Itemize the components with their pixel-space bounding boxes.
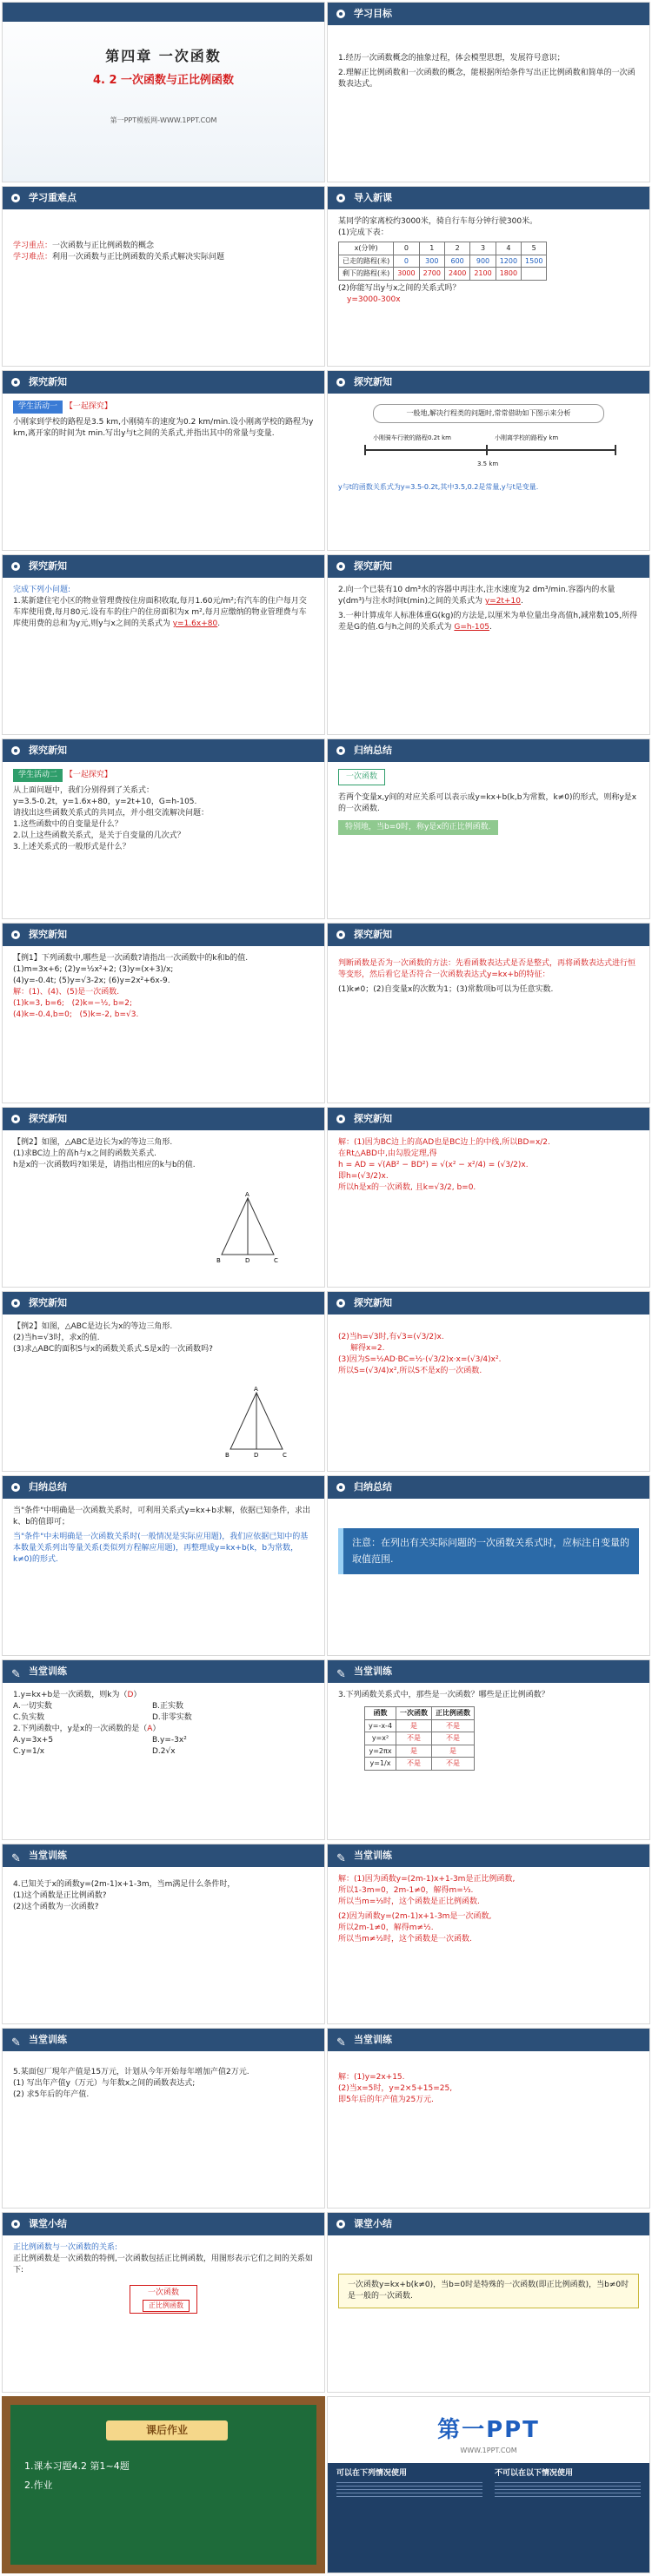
example-answer: (1)k=3, b=6; (2)k=−½, b=2; <box>13 999 133 1009</box>
practice-options: C.y=1/x D.2√x <box>13 1747 176 1757</box>
slide-practice-3 <box>2 1844 325 2024</box>
slide-recap-2 <box>327 2212 650 2393</box>
slide-example-2 <box>2 1107 325 1288</box>
exercise-2: 2.向一个已装有10 dm³水的容器中再注水,注水速度为2 dm³/min.容器内的水量y(dm³)与注水时间t(min)之间的关系式为 y=2t+10. <box>338 586 615 606</box>
example-items: (1)m=3x+6; (2)y=½x²+2; (3)y=(x+3)/x; <box>13 965 174 975</box>
slide-homework <box>2 2396 325 2573</box>
distance-diagram: 小刚骑车行驶的路程0.2t km 小刚离学校的路程y km 3.5 km <box>338 430 639 482</box>
svg-text:D: D <box>245 1257 250 1264</box>
recap-title: 正比例函数与一次函数的关系: <box>13 2243 118 2252</box>
example-answer: 解：(1)、(4)、(5)是一次函数. <box>13 988 120 997</box>
slide-practice-5 <box>2 2028 325 2208</box>
slide-header: 探究新知 <box>3 1292 324 1314</box>
goal-2: 2.理解正比例函数和一次函数的概念，能根据所给条件写出正比例函数和简单的一次函数表达式。 <box>338 69 635 89</box>
slide-header: 探究新知 <box>3 924 324 946</box>
example-question: 【例2】如图，△ABC是边长为x的等边三角形. <box>13 1138 173 1147</box>
slide-header: ✎ 当堂训练 <box>3 2029 324 2051</box>
svg-text:C: C <box>283 1452 287 1459</box>
example-items: (4)y=-0.4t; (5)y=√3-2x; (6)y=2x²+6x-9. <box>13 977 170 986</box>
svg-text:A: A <box>245 1191 249 1198</box>
solution-line: (2)因为函数y=(2m-1)x+1-3m是一次函数, <box>338 1912 492 1922</box>
slide-practice-1 <box>2 1659 325 1840</box>
activity-subtag: 【一起探究】 <box>64 402 112 411</box>
slide-header: ✎ 当堂训练 <box>328 1844 649 1867</box>
method-text: 判断函数是否为一次函数的方法：先看函数表达式是否是整式，再将函数表达式进行恒等变形，然后看它是否符合一次函数表达式y=kx+b的特征： <box>338 959 636 980</box>
definition-text: 若两个变量x,y间的对应关系可以表示成y=kx+b(k,b为常数，k≠0)的形式，则称y是x的一次函数. <box>338 793 637 814</box>
text-line: 请找出这些函数关系式的共同点，并小组交流解决问题： <box>13 809 210 818</box>
slide-keypoints <box>2 186 325 367</box>
example-part: h是x的一次函数吗?如果是，请指出相应的k与b的值. <box>13 1161 196 1170</box>
solution-line: 解：(1)因为BC边上的高AD也是BC边上的中线,所以BD=x/2. <box>338 1138 550 1147</box>
example-part: (1)求BC边上的高h与x之间的函数关系式. <box>13 1149 156 1159</box>
svg-text:B: B <box>216 1257 221 1264</box>
slide-header: 探究新知 <box>3 739 324 762</box>
question: 3.上述关系式的一般形式是什么？ <box>13 843 130 852</box>
slide-header: 探究新知 <box>328 1292 649 1314</box>
note-box: 注意：在列出有关实际问题的一次函数关系式时，应标注自变量的取值范围. <box>338 1528 639 1574</box>
slide-practice-2 <box>327 1659 650 1840</box>
slide-summary-1 <box>327 738 650 919</box>
slide-goals <box>327 2 650 182</box>
example-answer: (4)k=-0.4,b=0; (5)k=-2, b=√3. <box>13 1010 139 1020</box>
question: 2.以上这些函数关系式，是关于自变量的几次式？ <box>13 831 185 841</box>
intro-answer: y=3000-300x <box>347 295 401 304</box>
difficult-point: 学习难点：利用一次函数与正比例函数的关系式解决实际问题 <box>13 253 225 262</box>
slide-title <box>2 2 325 182</box>
slide-header: ✎ 当堂训练 <box>3 1844 324 1867</box>
slide-header: 探究新知 <box>328 555 649 578</box>
recap-text: 正比例函数是一次函数的特例,一次函数包括正比例函数，用图形表示它们之间的关系如下: <box>13 2255 313 2275</box>
function-table: 函数 一次函数 正比例函数 y=-x-4 是 不是 y=x² 不是 不是 y=2πx 是 是 y=1/x 不是 不是 <box>364 1706 475 1771</box>
intro-q1: (1)完成下表： <box>338 228 389 238</box>
key-point: 学习重点：一次函数与正比例函数的概念 <box>13 242 155 250</box>
solution-line: 解得x=2. <box>350 1344 385 1354</box>
credit-text: 第一PPT模板网-WWW.1PPT.COM <box>110 116 217 125</box>
top-strip <box>3 3 324 22</box>
intro-text: 某同学的家离校约3000米，骑自行车每分钟行驶300米。 <box>338 217 538 226</box>
svg-text:C: C <box>274 1257 278 1264</box>
exercise-1: 1.某新建住宅小区的物业管理费按住房面积收取,每月1.60元/m²;有汽车的住户每月交车库使用费,每月80元.设有车的住户的住房面积为x m²,每月应缴纳的物业管理费与车库使用费的总和为y元,则y与x之间的关系式为 y=1.6x+80. <box>13 597 307 629</box>
slide-explore-4 <box>327 554 650 735</box>
slide-header: 探究新知 <box>328 924 649 946</box>
slide-header: ✎ 当堂训练 <box>3 1660 324 1683</box>
solution-line: (3)因为S=½AD·BC=½·(√3/2)x·x=(√3/4)x². <box>338 1355 502 1365</box>
practice-options: C.负实数 D.非零实数 <box>13 1713 192 1723</box>
slide-header: 归纳总结 <box>328 1476 649 1499</box>
slide-header: 探究新知 <box>3 1108 324 1130</box>
example-question: 【例1】下列函数中,哪些是一次函数?请指出一次函数中的k和b的值. <box>13 954 249 963</box>
slide-header: 探究新知 <box>328 1108 649 1130</box>
svg-text:B: B <box>225 1452 230 1459</box>
practice-part: (1) 写出年产值y（万元）与年数x之间的函数表达式; <box>13 2079 196 2089</box>
slide-method <box>327 923 650 1103</box>
practice-q1: 1.y=kx+b是一次函数，则k为（D） <box>13 1691 142 1699</box>
special-case: 特别地，当b=0时，称y是x的正比例函数. <box>338 820 498 835</box>
slide-header: 探究新知 <box>328 371 649 394</box>
activity-tag: 学生活动一 <box>13 401 63 414</box>
slide-solution-2 <box>327 1107 650 1288</box>
slide-summary-2 <box>2 1475 325 1656</box>
solution-line: 解：(1)因为函数y=(2m-1)x+1-3m是正比例函数, <box>338 1875 516 1884</box>
slide-header: 学习目标 <box>328 3 649 25</box>
slide-explore-1 <box>2 370 325 551</box>
text-line: 从上面问题中，我们分别得到了关系式： <box>13 786 155 796</box>
diagram-answer: y与t的函数关系式为y=3.5-0.2t,其中3.5,0.2是常量,y与t是变量. <box>338 482 539 491</box>
slide-recap-1 <box>2 2212 325 2393</box>
practice-part: (2) 求5年后的年产值. <box>13 2090 90 2100</box>
goal-1: 1.经历一次函数概念的抽象过程，体会模型思想，发展符号意识； <box>338 54 565 63</box>
slide-practice-6 <box>327 2028 650 2208</box>
slide-example-3 <box>2 1291 325 1472</box>
slide-header: 课堂小结 <box>328 2213 649 2235</box>
question: 1.这些函数中的自变量是什么？ <box>13 820 123 830</box>
distance-table: x(分钟) 0 1 2 3 4 5 已走的路程(米) 0 300 600 900 1200 1500 剩下的路程(米) 3000 2700 2400 2100 1800 <box>338 242 547 281</box>
slide-brand <box>327 2396 650 2573</box>
slide-header: 课堂小结 <box>3 2213 324 2235</box>
homework-title: 课后作业 <box>106 2420 228 2440</box>
lesson-title: 4. 2 一次函数与正比例函数 <box>92 74 235 88</box>
slide-header: 探究新知 <box>3 555 324 578</box>
slide-explore-5 <box>2 738 325 919</box>
example-part: (3)求△ABC的面积S与x的函数关系式.S是x的一次函数吗? <box>13 1345 213 1354</box>
solution-line: 所以2m-1≠0，解得m≠½. <box>338 1924 434 1933</box>
solution-line: h = AD = √(AB² − BD²) = √(x² − x²/4) = (√3/2)x. <box>338 1161 529 1170</box>
solution-line: 解：(1)y=2x+15. <box>338 2073 405 2082</box>
practice-q4: 4.已知关于x的函数y=(2m-1)x+1-3m，当m满足什么条件时， <box>13 1880 236 1889</box>
triangle-figure <box>213 1189 283 1268</box>
slide-header: 探究新知 <box>3 371 324 394</box>
activity-subtag: 【一起探究】 <box>64 771 112 779</box>
text-line: y=3.5-0.2t，y=1.6x+80，y=2t+10，G=h-105. <box>13 798 197 807</box>
slide-explore-3 <box>2 554 325 735</box>
hint-bubble: 一般地,解决行程类的问题时,常常借助如下图示来分析 <box>373 404 604 423</box>
slide-explore-2 <box>327 370 650 551</box>
solution-line: 即h=(√3/2)x. <box>338 1172 389 1182</box>
definition-label: 一次函数 <box>338 769 385 785</box>
slide-header: 学习重难点 <box>3 187 324 209</box>
practice-part: (2)这个函数为一次函数? <box>13 1903 99 1912</box>
solution-line: 所以S=(√3/4)x²,所以S不是x的一次函数. <box>338 1367 482 1376</box>
exercise-title: 完成下列小问题: <box>13 586 71 594</box>
triangle-figure <box>222 1384 291 1462</box>
practice-part: (1)这个函数是正比例函数? <box>13 1891 107 1901</box>
chapter-title: 第四章 一次函数 <box>105 48 222 64</box>
method-criteria: (1)k≠0；(2)自变量x的次数为1；(3)常数项b可以为任意实数. <box>338 985 554 995</box>
summary-line: 当"条件"中明确是一次函数关系时，可利用关系式y=kx+b求解，依据已知条件，求出k、b的值即可； <box>13 1507 310 1527</box>
solution-line: 所以h是x的一次函数, 且k=√3/2, b=0. <box>338 1183 476 1193</box>
solution-line: 所以1-3m=0，2m-1≠0，解得m=⅓. <box>338 1886 474 1896</box>
slide-intro <box>327 186 650 367</box>
solution-line: (2)当h=√3时,有√3=(√3/2)x. <box>338 1333 444 1341</box>
homework-list: 1.课本习题4.2 第1~4题 2.作业 <box>24 2460 130 2491</box>
practice-options: A.一切实数 B.正实数 <box>13 1702 184 1712</box>
nested-diagram: 一次函数 正比例函数 <box>13 2285 314 2314</box>
slide-solution-3 <box>327 1291 650 1472</box>
solution-line: (2)当x=5时，y=2×5+15=25, <box>338 2084 453 2094</box>
slide-header: ✎ 当堂训练 <box>328 2029 649 2051</box>
intro-q2: (2)你能写出y与x之间的关系式吗？ <box>338 283 461 293</box>
usage-panel: 可以在下列情况使用 不可以在以下情况使用 <box>328 2463 649 2573</box>
solution-line: 即5年后的年产值为25万元. <box>338 2096 435 2105</box>
solution-line: 所以当m=⅓时，这个函数是正比例函数. <box>338 1897 480 1907</box>
slide-header: 导入新课 <box>328 187 649 209</box>
slide-example-1 <box>2 923 325 1103</box>
practice-q3: 3.下列函数关系式中，那些是一次函数？哪些是正比例函数？ <box>338 1691 549 1699</box>
brand-logo: 第一PPT <box>437 2417 540 2443</box>
activity-tag: 学生活动二 <box>13 769 63 782</box>
svg-text:A: A <box>254 1386 258 1393</box>
summary-line: 当"条件"中未明确是一次函数关系时(一般情况是实际应用题)，我们应依据已知中的基本数量关系列出等量关系(类似列方程解应用题)，再整理成y=kx+b(k，b为常数，k≠0)的形式. <box>13 1533 309 1565</box>
brand-url: WWW.1PPT.COM <box>460 2447 517 2454</box>
exercise-3: 3.一种计算成年人标准体重G(kg)的方法是,以厘米为单位量出身高值h,减常数105,所得差是G的值.G与h之间的关系式为 G=h-105. <box>338 612 637 632</box>
activity-text: 小刚家到学校的路程是3.5 km,小刚骑车的速度为0.2 km/min.设小刚离学校的路程为y km,离开家的时间为t min.写出y与t之间的关系式,并指出其中的常量与变量. <box>13 418 314 439</box>
slide-summary-3 <box>327 1475 650 1656</box>
svg-text:D: D <box>254 1452 259 1459</box>
slide-header: 归纳总结 <box>3 1476 324 1499</box>
slide-practice-4 <box>327 1844 650 2024</box>
example-part: (2)当h=√3时，求x的值. <box>13 1334 100 1343</box>
example-question: 【例2】如图，△ABC是边长为x的等边三角形. <box>13 1322 173 1331</box>
practice-q5: 5.某面包厂現年产值是15万元，计划从今年开始每年增加产值2万元. <box>13 2068 249 2076</box>
practice-options: A.y=3x+5 B.y=-3x² <box>13 1736 187 1745</box>
slide-header: 归纳总结 <box>328 739 649 762</box>
solution-line: 在Rt△ABD中,由勾股定理,得 <box>338 1149 437 1159</box>
recap-box: 一次函数y=kx+b(k≠0)，当b=0时是特殊的一次函数(即正比例函数)，当b≠0时是一般的一次函数. <box>338 2274 639 2308</box>
practice-q2: 2.下列函数中，y是x的一次函数的是（A） <box>13 1725 161 1734</box>
solution-line: 所以当m≠½时，这个函数是一次函数. <box>338 1935 472 1944</box>
slide-header: ✎ 当堂训练 <box>328 1660 649 1683</box>
